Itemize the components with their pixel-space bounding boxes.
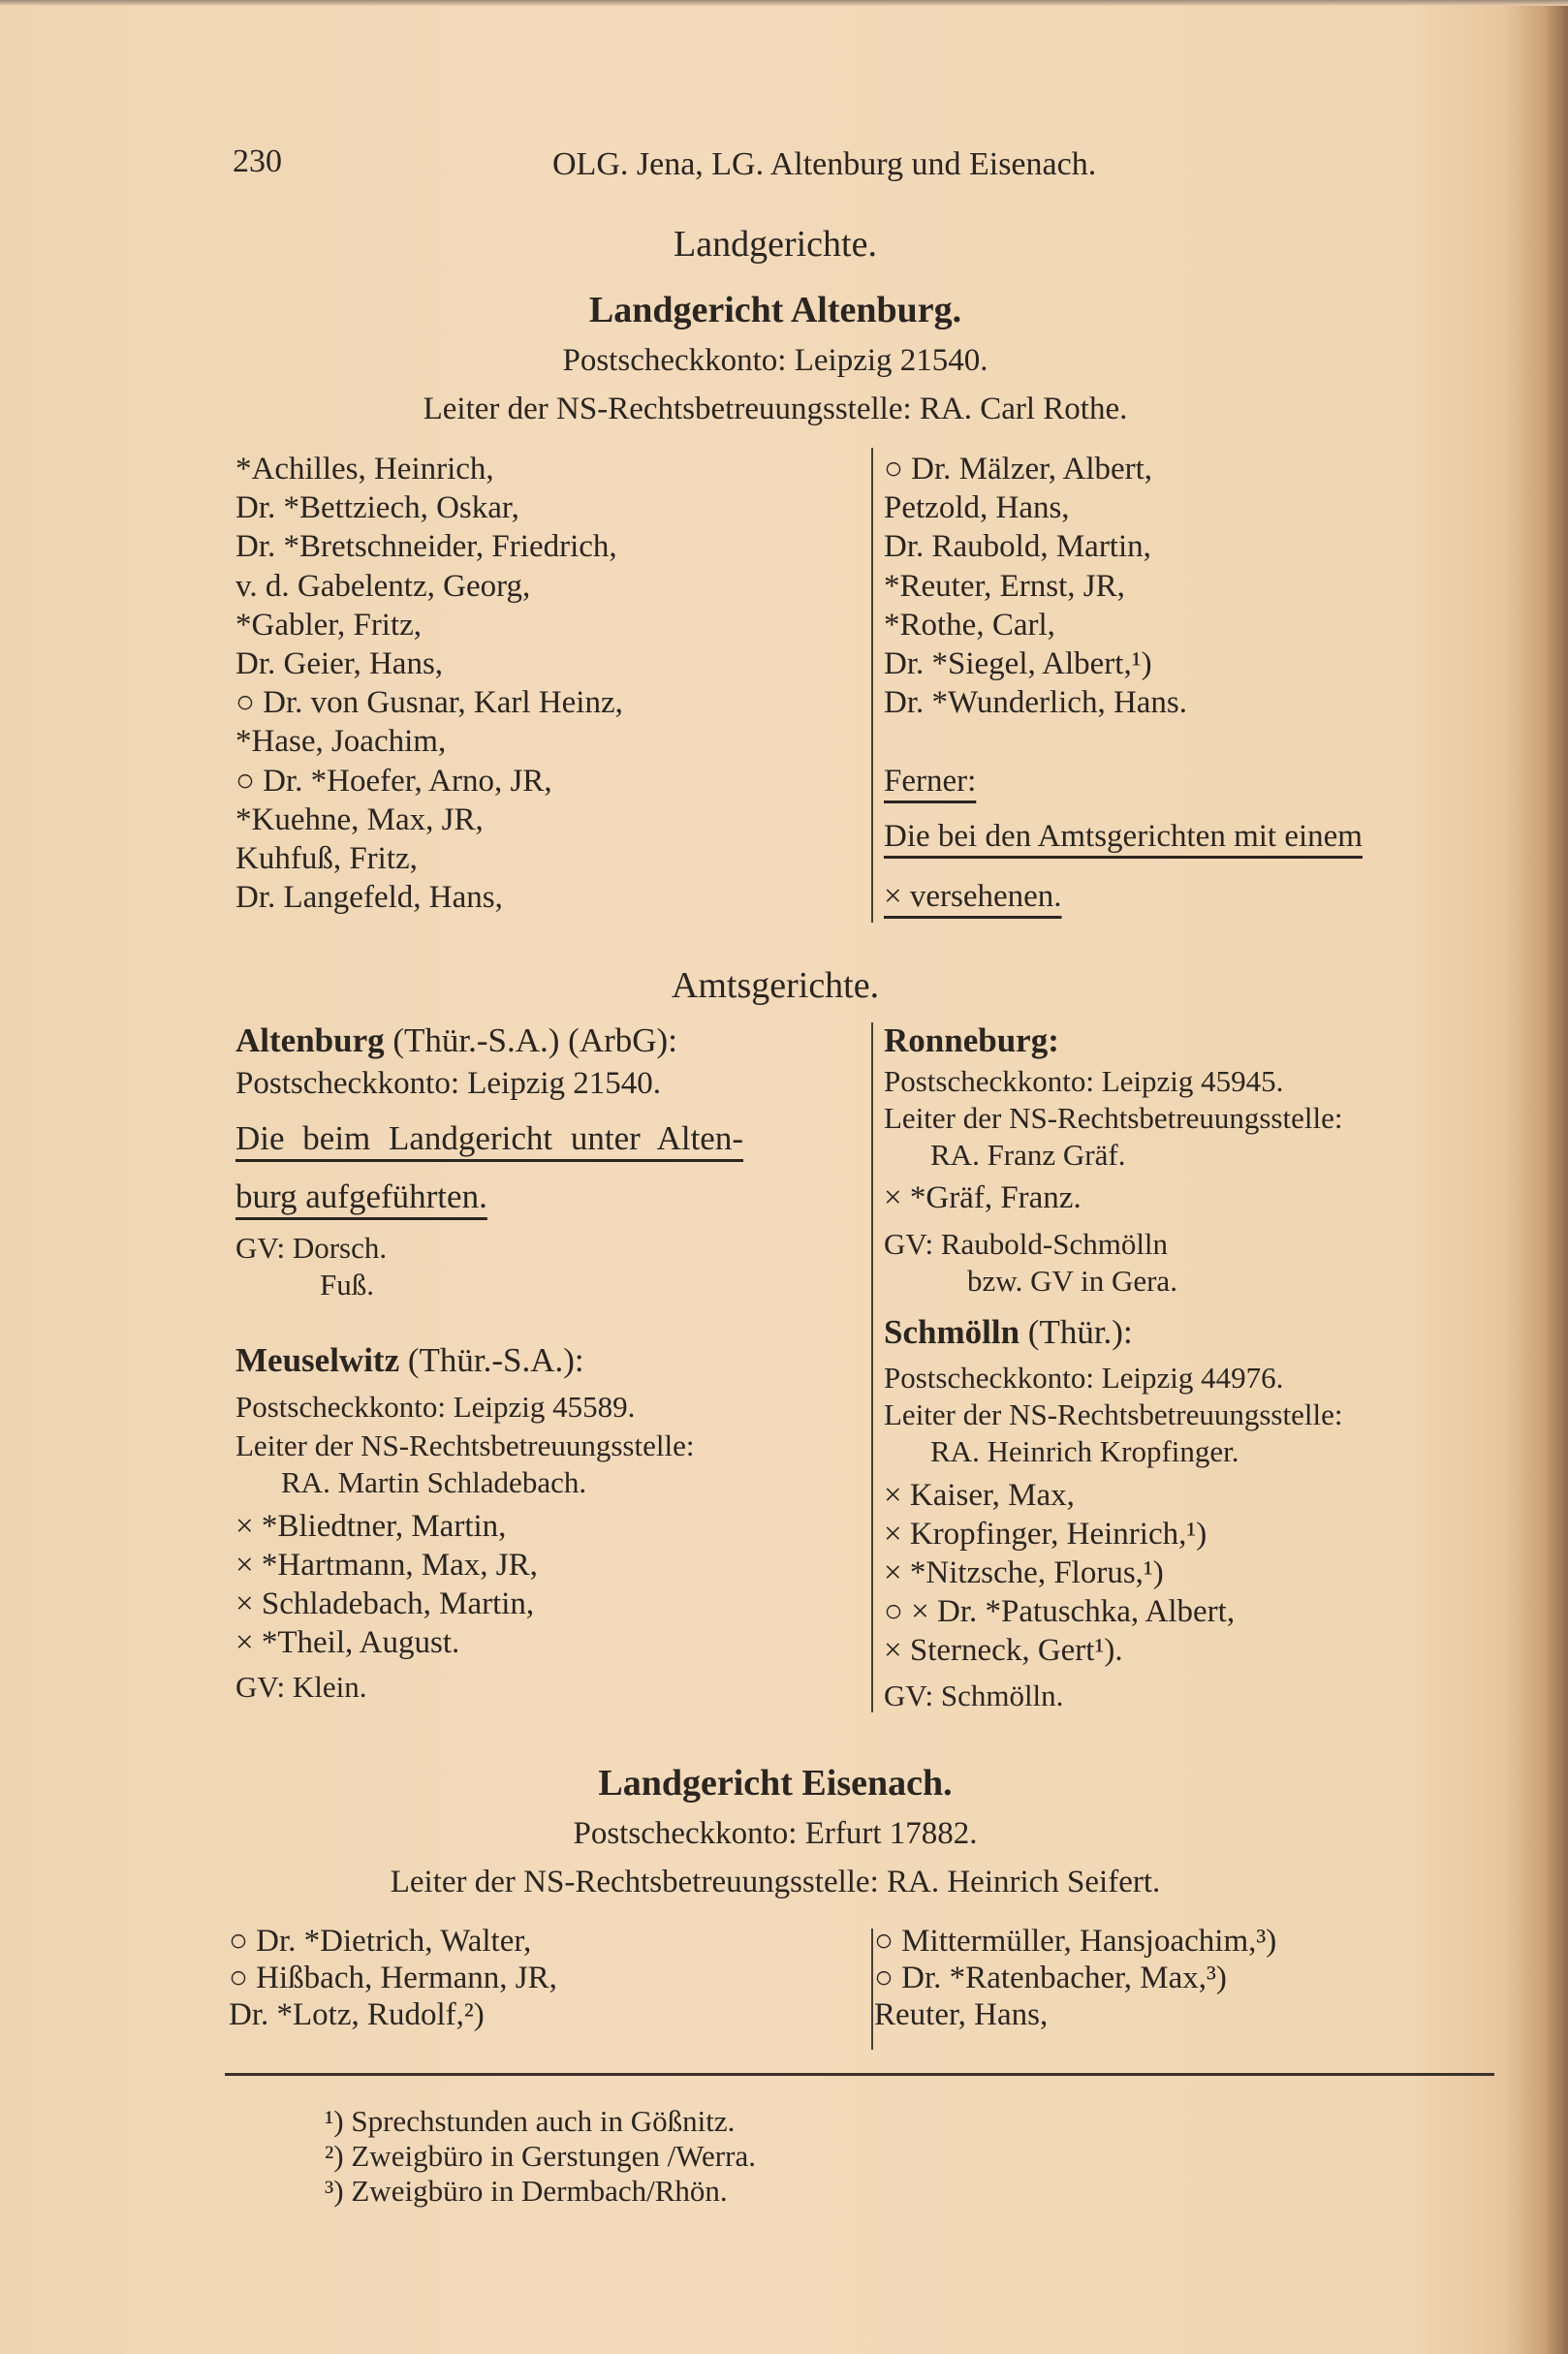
footnote: ³) Zweigbüro in Dermbach/Rhön. (325, 2174, 728, 2208)
list-item: *Gabler, Fritz, (235, 607, 423, 643)
ferner-text-1: Die bei den Amtsgerichten mit einem (884, 819, 1363, 854)
gv: GV: Schmölln. (884, 1679, 1064, 1712)
ag-schmoelln-heading (884, 1313, 1133, 1352)
list-item: *Rothe, Carl, (884, 607, 1055, 643)
column-divider (871, 448, 873, 923)
member-item: × *Gräf, Franz. (884, 1180, 1082, 1215)
list-item: *Hase, Joachim, (235, 724, 447, 760)
leiter-name: RA. Heinrich Kropfinger. (930, 1434, 1239, 1468)
list-item: ○ Dr. Mälzer, Albert, (884, 452, 1153, 486)
page-edge (0, 0, 1568, 6)
list-item: × *Nitzsche, Florus,¹) (884, 1555, 1164, 1590)
ag-meuselwitz-heading (235, 1341, 584, 1380)
court-title-eisenach: Landgericht Eisenach. (598, 1763, 953, 1804)
ag-name: Altenburg (235, 1021, 385, 1059)
leiter: Leiter der NS-Rechtsbetreuungsstelle: (235, 1428, 695, 1462)
list-item: × *Hartmann, Max, JR, (235, 1548, 538, 1583)
ag-suffix: (Thür.-S.A.): (399, 1341, 584, 1379)
section-title-amtsgerichte: Amtsgerichte. (671, 965, 880, 1006)
postscheck: Postscheckkonto: Leipzig 21540. (235, 1066, 662, 1101)
footnote: ¹) Sprechstunden auch in Gößnitz. (325, 2104, 736, 2138)
ferner-text-2: × versehenen. (884, 879, 1062, 914)
list-item: × Kropfinger, Heinrich,¹) (884, 1517, 1207, 1552)
postscheck-altenburg: Postscheckkonto: Leipzig 21540. (562, 343, 988, 378)
column-divider (871, 1929, 873, 2050)
list-item: Dr. *Bretschneider, Friedrich, (235, 529, 617, 565)
list-item: × Sterneck, Gert¹). (884, 1633, 1123, 1668)
list-item: Kuhfuß, Fritz, (235, 841, 418, 876)
column-divider (871, 1022, 873, 1712)
postscheck: Postscheckkonto: Leipzig 45945. (884, 1064, 1284, 1098)
list-item: ○ Mittermüller, Hansjoachim,³) (874, 1924, 1277, 1959)
list-item: ○ Dr. *Ratenbacher, Max,³) (874, 1961, 1227, 1995)
gv-2: bzw. GV in Gera. (967, 1264, 1177, 1298)
page-number: 230 (233, 143, 282, 179)
ag-suffix: (Thür.-S.A.) (ArbG): (384, 1021, 677, 1059)
note-line-2: burg aufgeführten. (235, 1177, 487, 1215)
list-item: × *Bliedtner, Martin, (235, 1509, 507, 1544)
ag-altenburg-heading (235, 1021, 677, 1060)
leiter-eisenach: Leiter der NS-Rechtsbetreuungsstelle: RA. Heinrich Seifert. (390, 1865, 1161, 1899)
running-title: OLG. Jena, LG. Altenburg und Eisenach. (552, 146, 1097, 182)
list-item: ○ × Dr. *Patuschka, Albert, (884, 1594, 1236, 1629)
leiter-altenburg: Leiter der NS-Rechtsbetreuungsstelle: RA. Carl Rothe. (423, 392, 1128, 426)
list-item: v. d. Gabelentz, Georg, (235, 568, 531, 604)
list-item: × *Theil, August. (235, 1625, 460, 1660)
list-item: Reuter, Hans, (874, 1997, 1049, 2032)
leiter-name: RA. Martin Schladebach. (281, 1465, 587, 1499)
postscheck: Postscheckkonto: Leipzig 44976. (884, 1361, 1284, 1395)
list-item: *Achilles, Heinrich, (235, 452, 494, 486)
gv-2: Fuß. (320, 1268, 374, 1302)
list-item: × Kaiser, Max, (884, 1478, 1075, 1513)
leiter: Leiter der NS-Rechtsbetreuungsstelle: (884, 1397, 1343, 1431)
ag-ronneburg-heading: Ronneburg: (884, 1021, 1059, 1059)
leiter: Leiter der NS-Rechtsbetreuungsstelle: (884, 1101, 1343, 1135)
list-item: Dr. *Lotz, Rudolf,²) (229, 1997, 485, 2032)
ag-name: Schmölln (884, 1313, 1020, 1351)
list-item: ○ Dr. *Dietrich, Walter, (229, 1924, 532, 1959)
ferner-label: Ferner: (884, 764, 977, 799)
list-item: ○ Dr. von Gusnar, Karl Heinz, (235, 685, 623, 721)
list-item: Dr. Raubold, Martin, (884, 529, 1151, 565)
court-title-altenburg: Landgericht Altenburg. (588, 290, 962, 330)
list-item: × Schladebach, Martin, (235, 1586, 535, 1621)
postscheck: Postscheckkonto: Leipzig 45589. (235, 1390, 636, 1424)
list-item: Petzold, Hans, (884, 490, 1070, 526)
leiter-name: RA. Franz Gräf. (930, 1138, 1126, 1172)
list-item: Dr. Geier, Hans, (235, 646, 444, 681)
list-item: Dr. *Wunderlich, Hans. (884, 685, 1188, 721)
gv: GV: Dorsch. (235, 1231, 388, 1265)
postscheck-eisenach: Postscheckkonto: Erfurt 17882. (573, 1816, 978, 1851)
gv: GV: Klein. (235, 1670, 367, 1704)
list-item: ○ Hißbach, Hermann, JR, (229, 1961, 557, 1995)
list-item: Dr. *Siegel, Albert,¹) (884, 646, 1152, 681)
list-item: *Kuehne, Max, JR, (235, 801, 484, 837)
list-item: ○ Dr. *Hoefer, Arno, JR, (235, 763, 552, 799)
list-item: Dr. *Bettziech, Oskar, (235, 490, 519, 526)
note-line-1: Die beim Landgericht unter Alten- (235, 1119, 744, 1157)
ag-suffix: (Thür.): (1019, 1313, 1133, 1351)
section-title-landgerichte: Landgerichte. (674, 224, 877, 265)
gv: GV: Raubold-Schmölln (884, 1227, 1169, 1261)
footnote: ²) Zweigbüro in Gerstungen /Werra. (325, 2139, 756, 2173)
footnote-rule (225, 2073, 1494, 2076)
ag-name: Meuselwitz (235, 1341, 400, 1379)
list-item: *Reuter, Ernst, JR, (884, 568, 1125, 604)
list-item: Dr. Langefeld, Hans, (235, 880, 503, 916)
